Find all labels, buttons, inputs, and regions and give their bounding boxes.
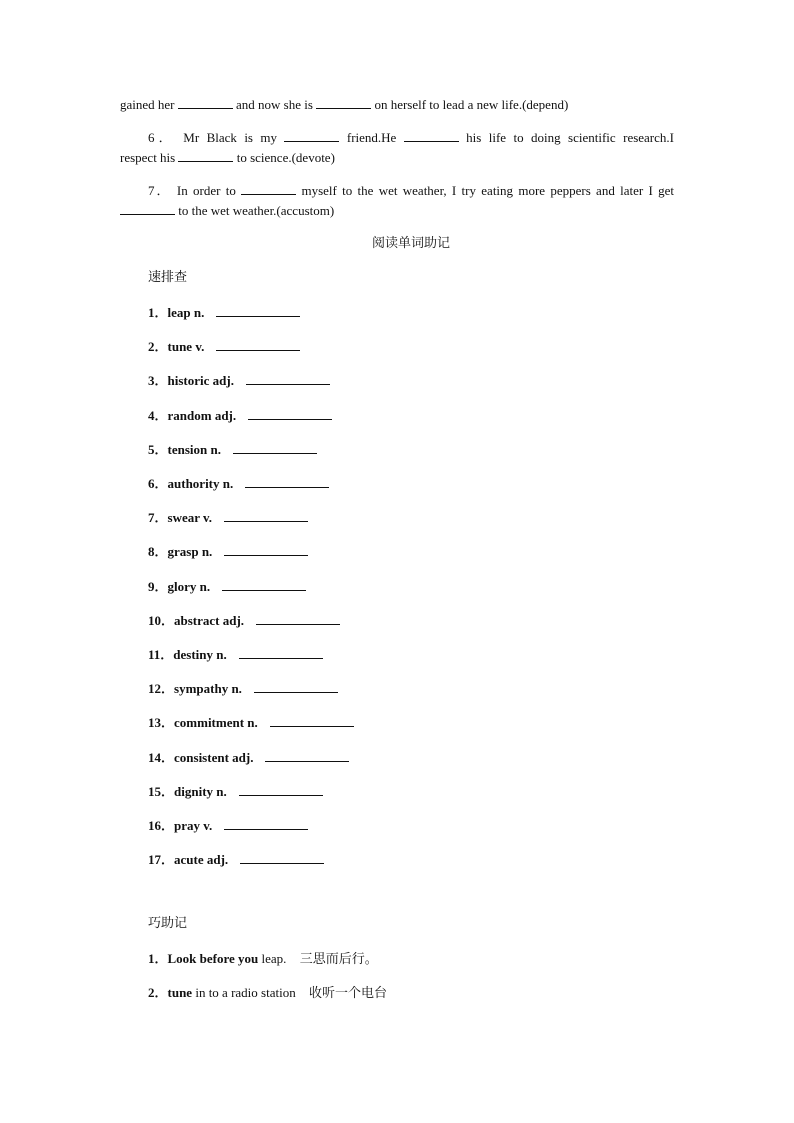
vocab-item — [148, 475, 329, 492]
answer-blank[interactable] — [216, 304, 300, 317]
vocab-number: 7． — [148, 510, 168, 525]
answer-blank[interactable] — [239, 783, 323, 796]
vocab-word: sympathy n. — [174, 681, 242, 696]
vocab-item — [148, 783, 323, 800]
answer-blank[interactable] — [222, 578, 306, 591]
vocab-number: 11． — [148, 647, 174, 662]
vocab-item — [148, 304, 300, 321]
answer-blank[interactable] — [178, 149, 233, 162]
vocab-word: tension n. — [167, 442, 221, 457]
memory-aid-item: 1．Look before you leap. 三思而后行。 — [148, 951, 378, 967]
vocab-word: commitment n. — [174, 715, 258, 730]
vocab-item — [148, 441, 317, 458]
vocab-word: consistent adj. — [174, 750, 254, 765]
vocab-number: 16． — [148, 818, 175, 833]
answer-blank[interactable] — [265, 749, 349, 762]
vocab-number: 1． — [148, 305, 168, 320]
exercise-7-line-1: 7． In order to myself to the wet weather, I try eating more peppers and later I get — [148, 183, 675, 198]
vocab-item — [148, 612, 340, 629]
vocab-number: 2． — [148, 339, 168, 354]
vocab-item — [148, 372, 330, 389]
answer-blank[interactable] — [224, 543, 308, 556]
answer-blank[interactable] — [254, 680, 338, 693]
vocab-number: 9． — [148, 579, 168, 594]
vocab-item — [148, 817, 308, 834]
vocab-item — [148, 749, 349, 766]
vocab-word: abstract adj. — [174, 613, 245, 628]
vocab-word: acute adj. — [174, 852, 229, 867]
exercise-6-line-1: 6． Mr Black is my friend.He his life to doing scientific research.I — [148, 130, 674, 145]
answer-blank[interactable] — [216, 338, 300, 351]
vocab-word: authority n. — [167, 476, 234, 491]
vocab-number: 12． — [148, 681, 175, 696]
answer-blank[interactable] — [233, 441, 317, 454]
answer-blank[interactable] — [248, 407, 332, 420]
answer-blank[interactable] — [239, 646, 323, 659]
vocab-item — [148, 851, 324, 868]
vocab-word: historic adj. — [167, 373, 234, 388]
vocab-word: grasp n. — [167, 544, 213, 559]
vocab-item — [148, 578, 306, 595]
vocab-word: glory n. — [167, 579, 211, 594]
vocab-word: pray v. — [174, 818, 213, 833]
answer-blank[interactable] — [404, 129, 459, 142]
vocab-number: 14． — [148, 750, 175, 765]
answer-blank[interactable] — [245, 475, 329, 488]
answer-blank[interactable] — [270, 714, 354, 727]
answer-blank[interactable] — [224, 509, 308, 522]
answer-blank[interactable] — [120, 202, 175, 215]
vocab-number: 17． — [148, 852, 175, 867]
vocab-number: 4． — [148, 408, 168, 423]
exercise-6-line-2: respect his to science.(devote) — [120, 150, 335, 165]
answer-blank[interactable] — [246, 372, 330, 385]
vocab-word: swear v. — [167, 510, 213, 525]
exercise-7-line-2: to the wet weather.(accustom) — [120, 202, 334, 219]
answer-blank[interactable] — [224, 817, 308, 830]
answer-blank[interactable] — [256, 612, 340, 625]
answer-blank[interactable] — [240, 851, 324, 864]
memory-aid-item: 2．tune in to a radio station 收听一个电台 — [148, 985, 387, 1001]
vocab-number: 6． — [148, 476, 168, 491]
quick-check-heading: 速排查 — [148, 270, 188, 285]
answer-blank[interactable] — [178, 96, 233, 109]
answer-blank[interactable] — [241, 182, 296, 195]
exercise-5-tail: gained her and now she is on herself to lead a new life.(depend) — [120, 97, 569, 112]
vocab-number: 5． — [148, 442, 168, 457]
vocab-number: 3． — [148, 373, 168, 388]
memory-aid-heading: 巧助记 — [148, 916, 188, 931]
vocab-word: destiny n. — [173, 647, 227, 662]
vocab-word: dignity n. — [174, 784, 227, 799]
vocab-item — [148, 646, 323, 663]
vocab-item — [148, 338, 300, 355]
vocab-item — [148, 714, 354, 731]
vocab-item — [148, 407, 332, 424]
vocab-word: leap n. — [167, 305, 205, 320]
vocab-number: 8． — [148, 544, 168, 559]
vocab-word: random adj. — [167, 408, 237, 423]
section-title: 阅读单词助记 — [371, 236, 450, 251]
vocab-word: tune v. — [167, 339, 205, 354]
vocab-number: 13． — [148, 715, 175, 730]
vocab-item — [148, 543, 308, 560]
vocab-number: 10． — [148, 613, 175, 628]
vocab-number: 15． — [148, 784, 175, 799]
vocab-item — [148, 509, 308, 526]
vocab-item — [148, 680, 338, 697]
answer-blank[interactable] — [284, 129, 339, 142]
answer-blank[interactable] — [316, 96, 371, 109]
